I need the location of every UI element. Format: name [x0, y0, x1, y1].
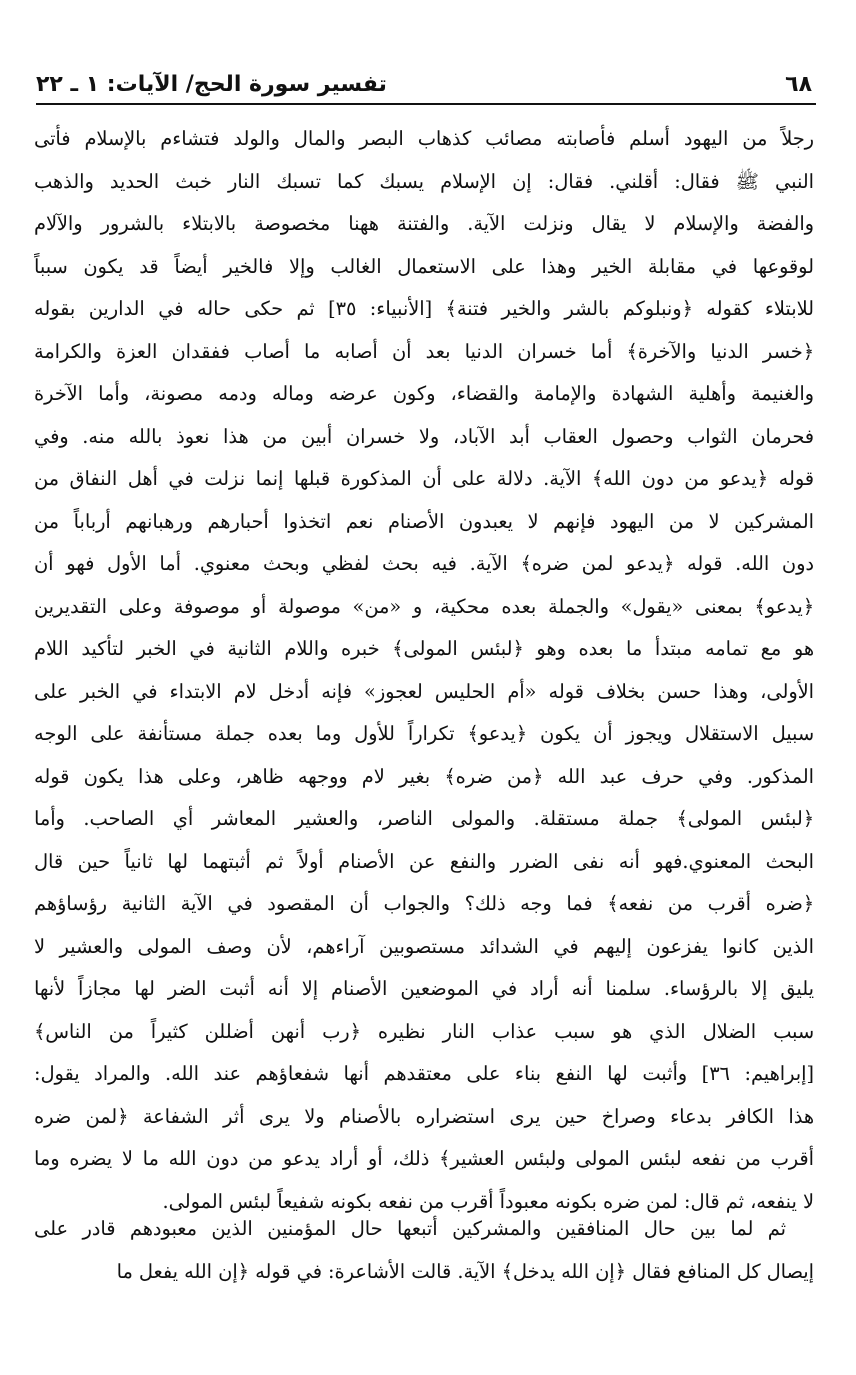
- text-line: سبب الضلال الذي هو سبب عذاب النار نظيره ﴿رب أنهن أضللن كثيراً من الناس﴾: [34, 1019, 814, 1043]
- text-line: هو مع تمامه مبتدأ ما بعده وهو ﴿لبئس المولى﴾ خبره واللام الثانية في الخبر لتأكيد اللام: [34, 637, 814, 660]
- text-line: سبيل الاستقلال ويجوز أن يكون ﴿يدعو﴾ تكراراً للأول وما بعده جملة مستأنفة على الوجه: [34, 722, 814, 745]
- paragraph-2: [34, 1208, 814, 1293]
- text-line: الذين كانوا يفزعون إليهم في الشدائد مستصوبين آراءهم، لأن وصف المولى والعشير لا: [34, 934, 814, 958]
- text-line: ثم لما بين حال المنافقين والمشركين أتبعها حال المؤمنين الذين معبودهم قادر على: [34, 1217, 786, 1240]
- page-number: ٦٨: [785, 71, 812, 97]
- text-line: قوله ﴿يدعو من دون الله﴾ الآية. دلالة على أن المذكورة قبلها إنما نزلت في أهل النفاق من: [34, 467, 814, 490]
- page-header: [36, 66, 812, 102]
- text-line: فحرمان الثواب وحصول العقاب أبد الآباد، ولا خسران أبين من هذا نعوذ بالله منه. وفي: [34, 424, 814, 448]
- text-line: هذا الكافر بدعاء وصراخ حين يرى استضراره بالأصنام ولا يرى أثر الشفاعة ﴿لمن ضره: [34, 1104, 814, 1128]
- text-line: لا ينفعه، ثم قال: لمن ضره بكونه معبوداً أقرب من نفعه بكونه شفيعاً لبئس المولى.: [162, 1189, 814, 1213]
- paragraph-1: [34, 118, 814, 1223]
- text-line: والفضة والإسلام لا يقال ونزلت الآية. والفتنة ههنا مخصوصة بالابتلاء بالشرور والآلام: [34, 212, 814, 235]
- header-rule: [36, 103, 816, 105]
- text-line: ﴿لبئس المولى﴾ جملة مستقلة. والمولى الناصر، والعشير المعاشر أي الصاحب. وأما: [34, 807, 814, 830]
- text-line: النبي ﷺ فقال: أقلني. فقال: إن الإسلام يسبك كما تسبك النار خبث الحديد والذهب: [34, 169, 814, 193]
- text-line: الأولى، وهذا حسن بخلاف قوله «أم الحليس لعجوز» فإنه أدخل لام الابتداء في الخبر على: [34, 679, 814, 703]
- text-line: البحث المعنوي.فهو أنه نفى الضرر والنفع عن الأصنام أولاً ثم أثبتهما لها ثانياً حين قال: [34, 849, 814, 873]
- text-line: ﴿يدعو﴾ بمعنى «يقول» والجملة بعده محكية، و «من» موصولة أو موصوفة وعلى التقديرين: [34, 594, 814, 618]
- text-line: والغنيمة وأهلية الشهادة والإمامة والقضاء، وكون عرضه وماله ودمه مصونة، وأما الآخرة: [34, 382, 814, 405]
- text-line: إيصال كل المنافع فقال ﴿إن الله يدخل﴾ الآية. قالت الأشاعرة: في قوله ﴿إن الله يفعل ما: [116, 1259, 814, 1283]
- text-line: أقرب من نفعه لبئس المولى ولبئس العشير﴾ ذلك، أو أراد يدعو من دون الله ما لا يضره وما: [34, 1147, 814, 1170]
- text-line: المشركين لا من اليهود فإنهم لا يعبدون الأصنام نعم اتخذوا أحبارهم ورهبانهم أرباباً من: [34, 509, 814, 533]
- text-line: يليق إلا بالرؤساء. سلمنا أنه أراد في الموضعين الأصنام إلا أنه أثبت الضر لها مجازاً لأنها: [34, 977, 814, 1000]
- text-line: دون الله. قوله ﴿يدعو لمن ضره﴾ الآية. فيه بحث لفظي وبحث معنوي. أما الأول فهو أن: [34, 552, 814, 575]
- text-line: رجلاً من اليهود أسلم فأصابته مصائب كذهاب البصر والمال والولد فتشاءم بالإسلام فأتى: [34, 127, 814, 150]
- running-title: تفسير سورة الحج/ الآيات: ١ ـ ٢٢: [36, 71, 387, 97]
- text-line: المذكور. وفي حرف عبد الله ﴿من ضره﴾ بغير لام ووجهه ظاهر، وعلى هذا يكون قوله: [34, 764, 814, 788]
- text-line: ﴿خسر الدنيا والآخرة﴾ أما خسران الدنيا بعد أن أصابه ما أصاب ففقدان العزة والكرامة: [34, 339, 814, 363]
- text-line: ﴿ضره أقرب من نفعه﴾ فما وجه ذلك؟ والجواب أن المقصود في الآية الثانية رؤساؤهم: [34, 892, 814, 915]
- text-line: [إبراهيم: ٣٦] وأثبت لها النفع بناء على معتقدهم أنها شفعاؤهم عند الله. والمراد يقول:: [34, 1062, 814, 1085]
- text-line: للابتلاء كقوله ﴿ونبلوكم بالشر والخير فتنة﴾ [الأنبياء: ٣٥] ثم حكى حاله في الدارين بقوله: [34, 297, 814, 320]
- text-line: لوقوعها في مقابلة الخير وهذا على الاستعمال الغالب وإلا فالخير أيضاً قد يكون سبباً: [34, 254, 814, 278]
